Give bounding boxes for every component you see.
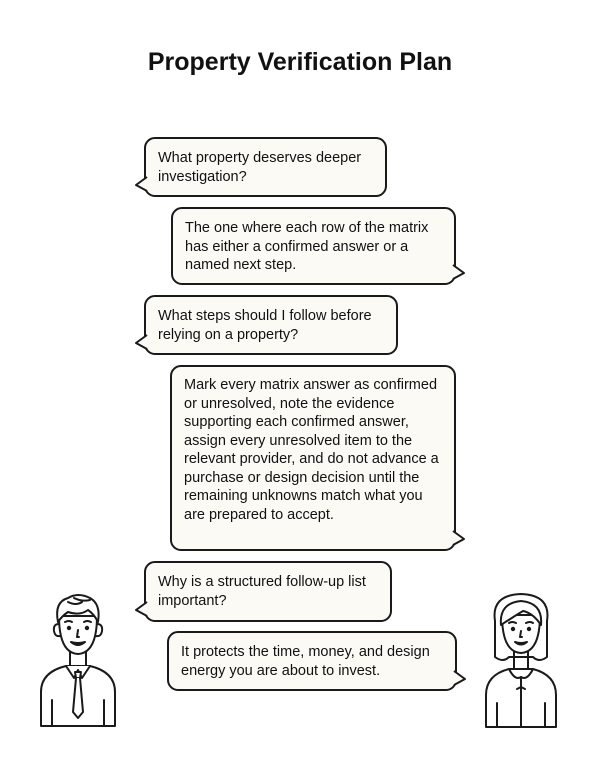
- bubble-tail-icon: [134, 334, 156, 350]
- speech-bubble-answer-2: [170, 365, 456, 551]
- page-title: Property Verification Plan: [147, 48, 453, 76]
- speech-bubble-question-3: [144, 561, 392, 622]
- bubble-text: Mark every matrix answer as confirmed or unresolved, note the evidence supporting each confirmed answer, assign every unresolved item to the relevant provider, and do not advance a purchase or design decision until the remaining unknowns match what you are prepared to accept.: [184, 377, 439, 523]
- bubble-text: What steps should I follow before relying on a property?: [158, 308, 372, 343]
- bubble-text: The one where each row of the matrix has either a confirmed answer or a named next step.: [185, 220, 429, 273]
- bubble-tail-icon: [444, 264, 466, 280]
- bubble-tail-icon: [134, 176, 156, 192]
- speech-bubble-question-2: [144, 295, 398, 355]
- man-in-shirt-and-tie-icon: [38, 590, 118, 728]
- woman-in-blouse-icon: [481, 591, 561, 729]
- speech-bubble-answer-1: [171, 207, 456, 285]
- bubble-text: It protects the time, money, and design energy you are about to invest.: [181, 644, 430, 679]
- bubble-tail-icon: [445, 670, 467, 686]
- bubble-text: Why is a structured follow-up list important?: [158, 574, 366, 609]
- bubble-text: What property deserves deeper investigation?: [158, 150, 362, 185]
- bubble-tail-icon: [134, 601, 156, 617]
- speech-bubble-answer-3: [167, 631, 457, 691]
- bubble-tail-icon: [444, 530, 466, 546]
- speech-bubble-question-1: [144, 137, 387, 197]
